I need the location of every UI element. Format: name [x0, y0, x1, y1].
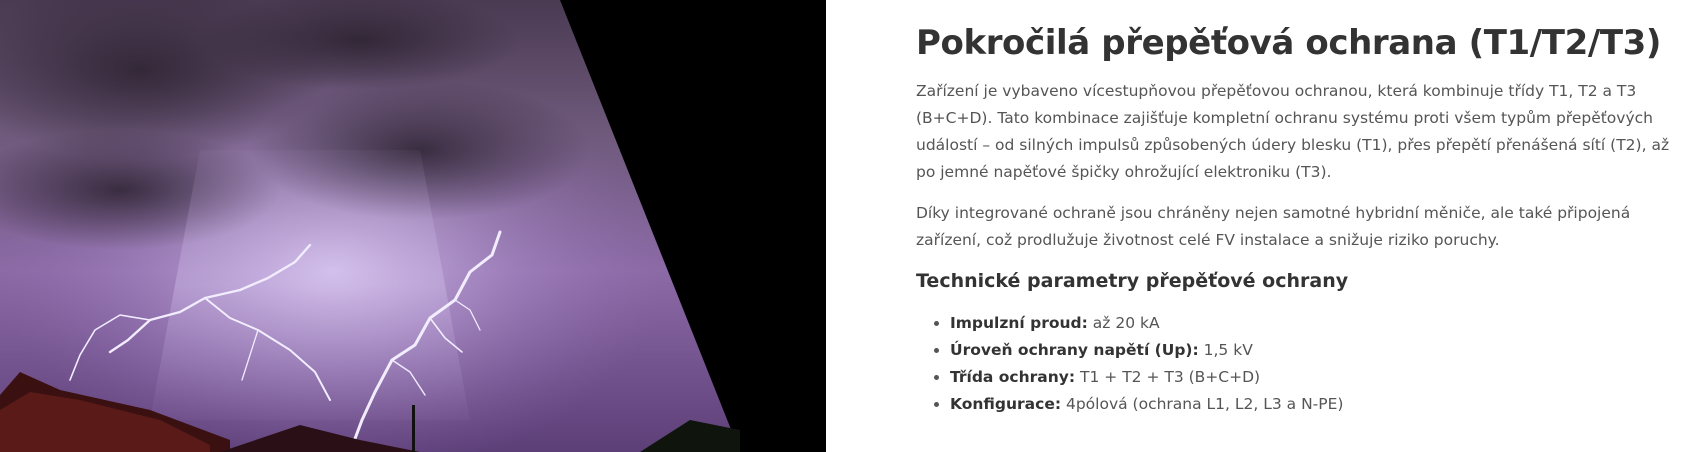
param-label: Impulzní proud:: [950, 314, 1088, 332]
list-item: [950, 391, 1681, 418]
section-title: Pokročilá přepěťová ochrana (T1/T2/T3): [916, 23, 1662, 63]
param-value: až 20 kA: [1087, 314, 1160, 332]
param-label: Třída ochrany:: [950, 368, 1076, 386]
params-subtitle: Technické parametry přepěťové ochrany: [916, 270, 1349, 292]
param-value: 1,5 kV: [1198, 341, 1253, 359]
param-label: Úroveň ochrany napětí (Up):: [950, 341, 1199, 359]
list-item: [950, 310, 1681, 337]
lightning-storm-photo: [0, 0, 826, 452]
param-value: T1 + T2 + T3 (B+C+D): [1075, 368, 1261, 386]
param-value: 4pólová (ochrana L1, L2, L3 a N-PE): [1061, 395, 1344, 413]
params-list: [916, 310, 1681, 418]
intro-paragraph: Zařízení je vybaveno vícestupňovou přepěťovou ochranou, která kombinuje třídy T1, T2 a T3 (B+C+D). Tato kombinace zajišťuje kompletní ochranu systému proti všem typům přepěťových událostí – od silných impulsů způsobených údery blesku (T1), přes přepětí přenášená sítí (T2), až po jemné napěťové špičky ohrožující elektroniku (T3).: [916, 82, 1670, 181]
param-label: Konfigurace:: [950, 395, 1062, 413]
list-item: [950, 364, 1681, 391]
surge-protection-section: [916, 20, 1681, 418]
benefit-paragraph: Díky integrované ochraně jsou chráněny nejen samotné hybridní měniče, ale také připojená zařízení, což prodlužuje životnost celé FV instalace a snižuje riziko poruchy.: [916, 204, 1631, 249]
list-item: [950, 337, 1681, 364]
